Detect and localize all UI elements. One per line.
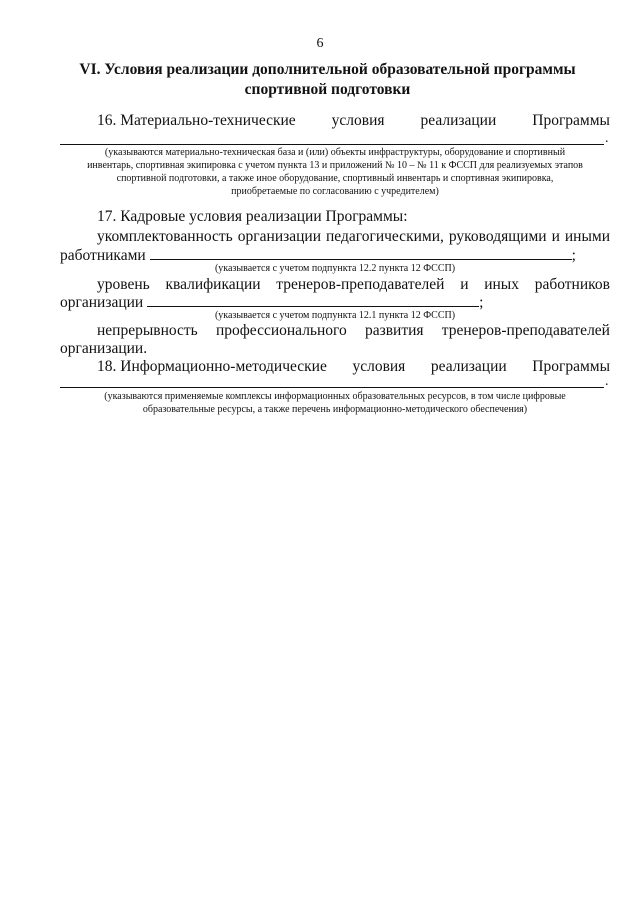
development-word: развития <box>364 322 424 339</box>
qualification-label: организации <box>60 294 144 311</box>
item-18-word: Программы <box>532 358 610 375</box>
note-line: спортивной подготовки, а также иное оборудование, спортивный инвентарь и спортивная экипировка, <box>116 173 554 184</box>
qualification-word: квалификации <box>165 276 261 293</box>
note-line: инвентарь, спортивная экипировка с учетом пункта 13 и приложений № 10 – № 11 к ФССП для реализуемых этапов <box>87 160 583 171</box>
development-word: тренеров-преподавателей <box>441 322 610 339</box>
section-title <box>70 60 585 100</box>
section-title-line-1: VI. Условия реализации дополнительной образовательной программы <box>79 61 576 78</box>
staffing-word: иными <box>564 228 610 245</box>
development-line-1 <box>97 322 610 340</box>
item-16-word: 16. Материально-технические <box>97 112 296 129</box>
staffing-word: педагогическими, <box>326 228 444 245</box>
item-16-note <box>60 146 610 198</box>
item-16-word: Программы <box>532 112 610 129</box>
qualification-end-mark: ; <box>479 294 484 311</box>
staffing-word: укомплектованность <box>97 228 233 245</box>
staffing-line-1 <box>97 228 610 246</box>
item-16-line <box>97 112 610 130</box>
note-line: приобретаемые по согласованию с учредителем) <box>231 186 439 197</box>
qualification-word: тренеров-преподавателей <box>276 276 445 293</box>
page-number: 6 <box>316 36 324 51</box>
item-16-blank-line <box>60 144 604 145</box>
qualification-word: уровень <box>97 276 150 293</box>
qualification-blank-line <box>147 296 479 307</box>
development-word: профессионального <box>215 322 347 339</box>
item-16-end-mark: . <box>605 131 609 146</box>
qualification-note: (указывается с учетом подпункта 12.1 пункта 12 ФССП) <box>214 310 456 321</box>
qualification-line-1 <box>97 276 610 294</box>
item-18-word: 18. Информационно-методические <box>97 358 327 375</box>
item-18-word: условия <box>352 358 406 375</box>
staffing-word: руководящими <box>448 228 547 245</box>
note-line: (указываются материально-техническая база и (или) объекты инфраструктуры, оборудование и спортивный <box>104 147 566 158</box>
staffing-label: работниками <box>60 247 146 264</box>
qualification-word: и <box>460 276 469 293</box>
item-16-word: условия <box>331 112 385 129</box>
staffing-blank-line <box>150 249 572 260</box>
development-line-2: организации. <box>60 340 148 357</box>
note-line: (указываются применяемые комплексы информационных образовательных ресурсов, в том числе цифровые <box>104 391 566 402</box>
qualification-word: работников <box>534 276 610 293</box>
development-word: непрерывность <box>97 322 198 339</box>
staffing-note: (указывается с учетом подпункта 12.2 пункта 12 ФССП) <box>214 263 456 274</box>
note-line: образовательные ресурсы, а также перечень информационно-методического обеспечения) <box>142 404 528 415</box>
item-17-heading: 17. Кадровые условия реализации Программы: <box>97 208 408 225</box>
item-18-word: реализации <box>430 358 507 375</box>
item-16-word: реализации <box>420 112 497 129</box>
staffing-end-mark: ; <box>571 247 576 264</box>
item-18-line <box>97 358 610 376</box>
qualification-word: иных <box>484 276 519 293</box>
item-18-blank-line <box>60 387 604 388</box>
staffing-word: организации <box>237 228 321 245</box>
staffing-word: и <box>551 228 560 245</box>
item-18-note <box>60 390 610 416</box>
item-18-end-mark: . <box>605 374 609 389</box>
section-title-line-2: спортивной подготовки <box>244 81 411 98</box>
